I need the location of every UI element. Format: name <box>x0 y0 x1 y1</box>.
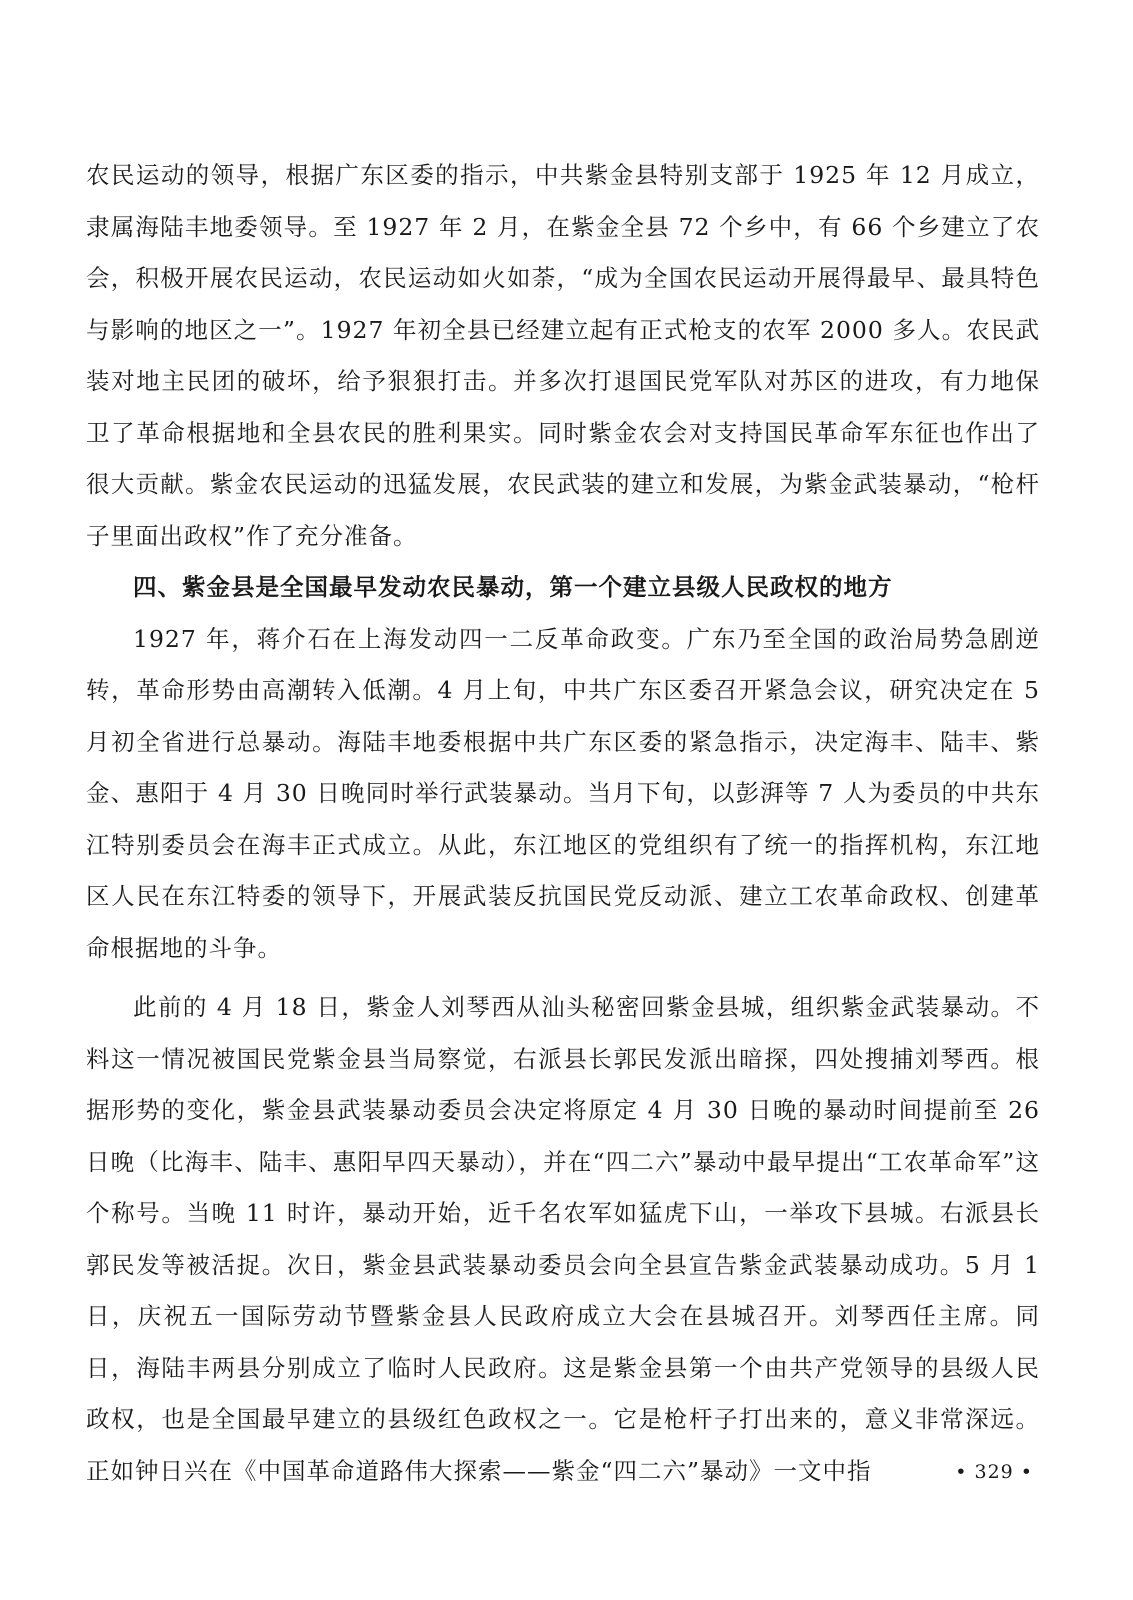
paragraph-2: 1927 年，蒋介石在上海发动四一二反革命政变。广东乃至全国的政治局势急剧逆转，革命形势由高潮转入低潮。4 月上旬，中共广东区委召开紧急会议，研究决定在 5 月初全省进行总暴动。海陆丰地委根据中共广东区委的紧急指示，决定海丰、陆丰、紫金、惠阳于 4 月 30 日晚同时举行武装暴动。当月下旬，以彭湃等 7 人为委员的中共东江特别委员会在海丰正式成立。从此，东江地区的党组织有了统一的指挥机构，东江地区人民在东江特委的领导下，开展武装反抗国民党反动派、建立工农革命政权、创建革命根据地的斗争。 <box>86 624 1040 962</box>
paragraph-gap <box>86 974 1040 982</box>
paragraph-1: 农民运动的领导，根据广东区委的指示，中共紫金县特别支部于 1925 年 12 月成立，隶属海陆丰地委领导。至 1927 年 2 月，在紫金全县 72 个乡中，有 66 个乡建立了农会，积极开展农民运动，农民运动如火如荼，“成为全国农民运动开展得最早、最具特色与影响的地区之一”。1927 年初全县已经建立起有正式枪支的农军 2000 多人。农民武装对地主民团的破坏，给予狠狠打击。并多次打退国民党军队对苏区的进攻，有力地保卫了革命根据地和全县农民的胜利果实。同时紫金农会对支持国民革命军东征也作出了很大贡献。紫金农民运动的迅猛发展，农民武装的建立和发展，为紫金武装暴动，“枪杆子里面出政权”作了充分准备。 <box>86 161 1040 550</box>
section-heading: 四、紫金县是全国最早发动农民暴动，第一个建立县级人民政权的地方 <box>133 573 893 601</box>
page-body <box>86 150 1040 1497</box>
paragraph-3: 此前的 4 月 18 日，紫金人刘琴西从汕头秘密回紫金县城，组织紫金武装暴动。不料这一情况被国民党紫金县当局察觉，右派县长郭民发派出暗探，四处搜捕刘琴西。根据形势的变化，紫金县武装暴动委员会决定将原定 4 月 30 日晚的暴动时间提前至 26 日晚（比海丰、陆丰、惠阳早四天暴动），并在“四二六”暴动中最早提出“工农革命军”这个称号。当晚 11 时许，暴动开始，近千名农军如猛虎下山，一举攻下县城。右派县长郭民发等被活捉。次日，紫金县武装暴动委员会向全县宣告紫金武装暴动成功。5 月 1 日，庆祝五一国际劳动节暨紫金县人民政府成立大会在县城召开。刘琴西任主席。同日，海陆丰两县分别成立了临时人民政府。这是紫金县第一个由共产党领导的县级人民政权，也是全国最早建立的县级红色政权之一。它是枪杆子打出来的，意义非常深远。正如钟日兴在《中国革命道路伟大探索——紫金“四二六”暴动》一文中指 <box>86 993 1040 1485</box>
page-number: • 329 • <box>955 1461 1033 1483</box>
